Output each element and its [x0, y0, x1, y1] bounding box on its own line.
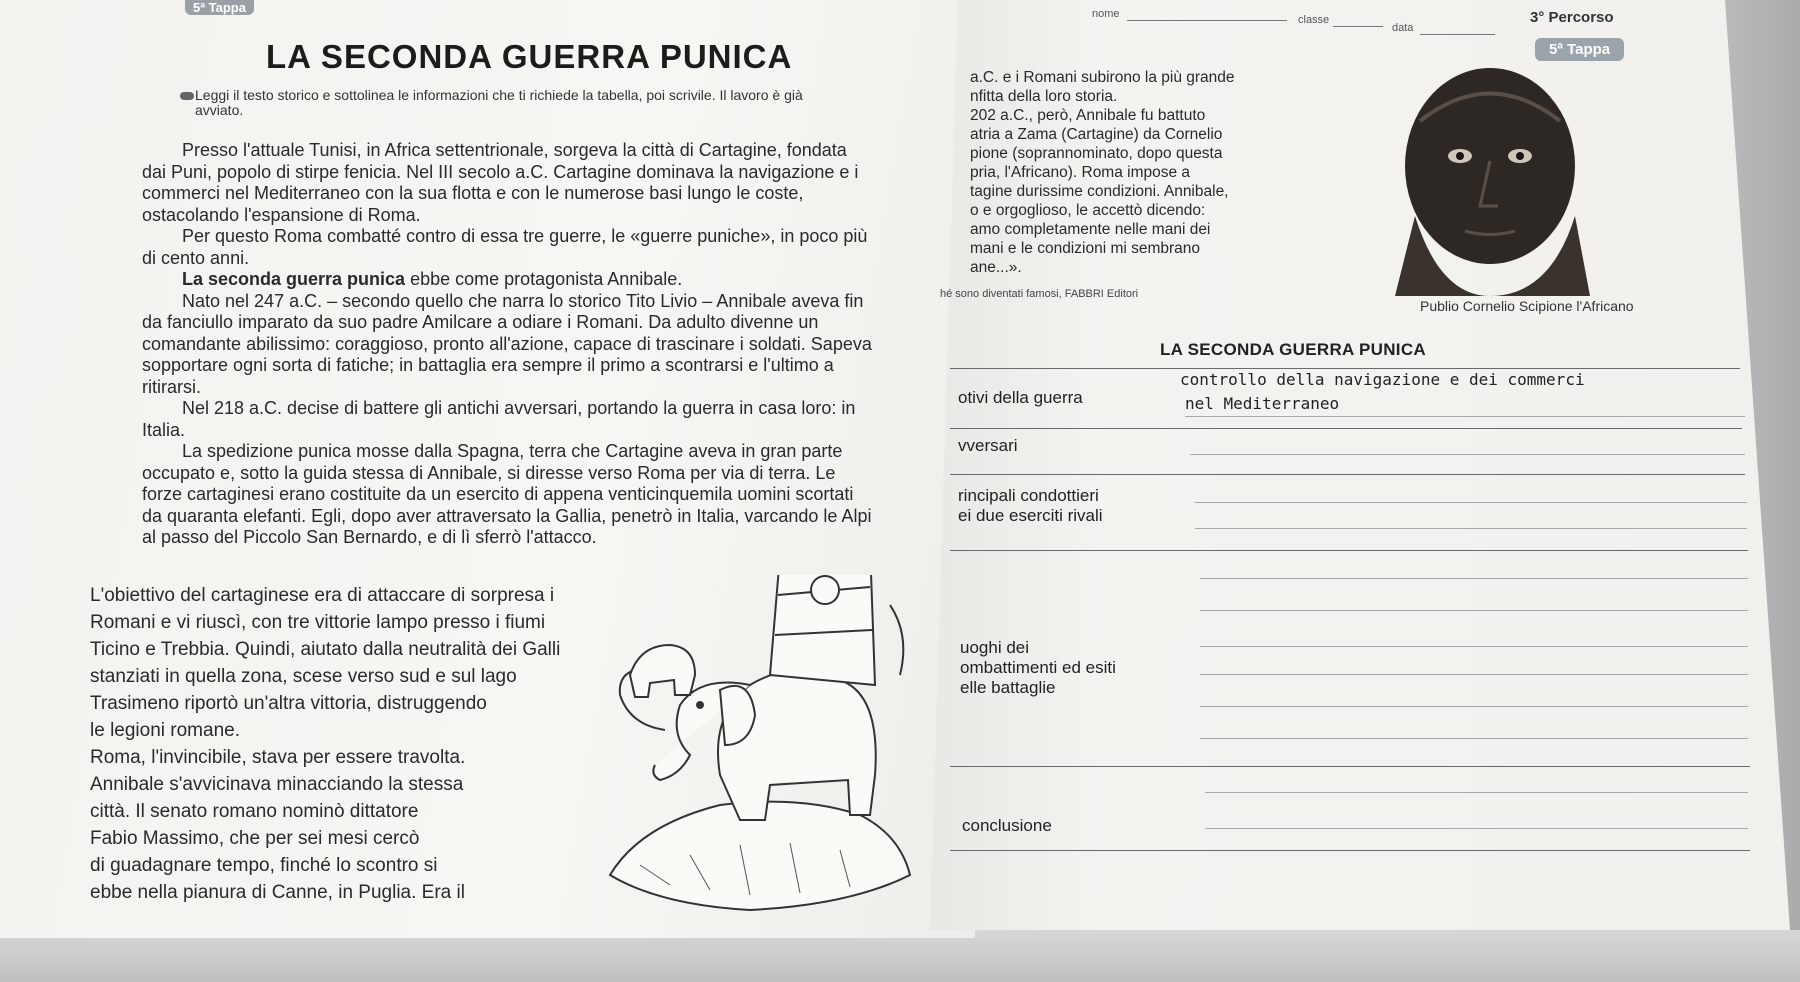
text-line: ane...».	[970, 259, 1022, 276]
percorso-label: 3° Percorso	[1530, 9, 1614, 26]
text-line: nfitta della loro storia.	[970, 88, 1118, 105]
row-label-condottieri: rincipali condottieri ei due eserciti rivali	[958, 486, 1103, 525]
text-line: Ticino e Trebbia. Quindi, aiutato dalla neutralità dei Galli	[90, 639, 561, 660]
writing-line[interactable]	[1200, 674, 1748, 675]
writing-line[interactable]	[1190, 454, 1745, 455]
name-label: nome	[1092, 8, 1120, 20]
text-line: Roma, l'invincibile, stava per essere travolta.	[90, 747, 466, 768]
writing-line[interactable]	[1185, 416, 1745, 417]
text-line: Trasimeno riportò un'altra vittoria, distruggendo	[90, 693, 487, 714]
instruction-text: Leggi il testo storico e sottolinea le informazioni che ti richiede la tabella, poi scrivile. Il lavoro è già avviato.	[195, 87, 803, 118]
writing-line[interactable]	[1200, 646, 1748, 647]
answer-line[interactable]: nel Mediterraneo	[1185, 394, 1340, 413]
row-label-motivi: otivi della guerra	[958, 388, 1083, 407]
text-line: pria, l'Africano). Roma impose a	[970, 164, 1191, 181]
table-rule	[950, 428, 1742, 429]
writing-line[interactable]	[1200, 578, 1748, 579]
portrait-caption: Publio Cornelio Scipione l'Africano	[1420, 298, 1634, 314]
writing-line[interactable]	[1205, 792, 1748, 793]
text-line: atria a Zama (Cartagine) da Cornelio	[970, 126, 1223, 143]
table-title: LA SECONDA GUERRA PUNICA	[1160, 340, 1426, 359]
name-field-line[interactable]	[1127, 20, 1287, 21]
writing-line[interactable]	[1195, 502, 1747, 503]
paragraph	[142, 269, 872, 291]
row-label-avversari: vversari	[958, 436, 1018, 455]
paragraph: Per questo Roma combatté contro di essa tre guerre, le «guerre puniche», in poco più di cento anni.	[142, 226, 868, 268]
right-page-text	[970, 68, 1300, 277]
writing-line[interactable]	[1205, 828, 1748, 829]
answer-line[interactable]: controllo della navigazione e dei commerci	[1180, 370, 1585, 389]
page-title: LA SECONDA GUERRA PUNICA	[266, 38, 793, 75]
paragraph: Nato nel 247 a.C. – secondo quello che narra lo storico Tito Livio – Annibale aveva fin da fanciullo imparato da suo padre Amilcare a odiare i Romani. Da adulto divenne un comandante abilissimo: coraggioso, pronto all'azione, capace di trascinare i soldati. Sapeva sopportare ogni sorta di fatiche; in battaglia era sempre il primo a scontrarsi e l'ultimo a ritirarsi.	[142, 290, 872, 397]
writing-line[interactable]	[1195, 528, 1747, 529]
table-rule	[950, 368, 1740, 369]
text-line: o e orgoglioso, le accettò dicendo:	[970, 202, 1206, 219]
table-rule	[950, 850, 1750, 851]
text-line: a.C. e i Romani subirono la più grande	[970, 69, 1235, 86]
top-tab: 5ª Tappa	[185, 0, 254, 15]
writing-line[interactable]	[1200, 706, 1748, 707]
text-line: L'obiettivo del cartaginese era di attaccare di sorpresa i	[90, 585, 555, 606]
table-rule	[950, 766, 1750, 767]
table-rule	[950, 550, 1748, 551]
text-line: 202 a.C., però, Annibale fu battuto	[970, 107, 1206, 124]
text-line: ebbe nella pianura di Canne, in Puglia. Era il	[90, 882, 465, 903]
pencil-icon	[180, 92, 194, 100]
writing-line[interactable]	[1200, 738, 1748, 739]
text-line: pione (soprannominato, dopo questa	[970, 145, 1223, 162]
text-line: le legioni romane.	[90, 720, 240, 741]
date-label: data	[1392, 22, 1414, 34]
summary-table	[950, 328, 1750, 928]
history-text-lower	[90, 582, 650, 906]
row-label-luoghi: uoghi dei ombattimenti ed esiti elle battaglie	[960, 638, 1116, 697]
date-field-line[interactable]	[1420, 34, 1495, 35]
table-rule	[950, 474, 1745, 475]
text-line: Romani e vi riuscì, con tre vittorie lampo presso i fiumi	[90, 612, 546, 633]
text-line: amo completamente nelle mani dei	[970, 221, 1211, 238]
text-line: di guadagnare tempo, finché lo scontro si	[90, 855, 438, 876]
text-line: stanziati in quella zona, scese verso sud e sul lago	[90, 666, 517, 687]
bold-lead: La seconda guerra punica	[182, 269, 406, 289]
paragraph: Nel 218 a.C. decise di battere gli antichi avversari, portando la guerra in casa loro: in Italia.	[142, 398, 856, 440]
class-label: classe	[1298, 14, 1330, 26]
bold-rest: ebbe come protagonista Annibale.	[405, 269, 683, 289]
paragraph: Presso l'attuale Tunisi, in Africa settentrionale, sorgeva la città di Cartagine, fondata dai Puni, popolo di stirpe fenicia. Nel III secolo a.C. Cartagine dominava la navigazione e i commerci nel Mediterraneo con la sua flotta e con le numerose basi lungo le coste, ostacolando l'espansione di Roma.	[142, 140, 859, 225]
tappa-badge: 5ª Tappa	[1535, 38, 1624, 61]
text-line: Annibale s'avvicinava minacciando la stessa	[90, 774, 464, 795]
scipione-portrait	[1380, 66, 1600, 296]
text-line: tagine durissime condizioni. Annibale,	[970, 183, 1229, 200]
war-elephant-illustration	[600, 575, 960, 925]
history-text	[142, 140, 872, 549]
text-line: città. Il senato romano nominò dittatore	[90, 801, 419, 822]
text-line: Fabio Massimo, che per sei mesi cercò	[90, 828, 420, 849]
row-label-conclusione: conclusione	[962, 816, 1052, 835]
source-credit: hé sono diventati famosi, FABBRI Editori	[940, 288, 1139, 300]
class-field-line[interactable]	[1333, 26, 1383, 27]
paragraph: La spedizione punica mosse dalla Spagna, terra che Cartagine aveva in gran parte occupato e, sotto la guida stessa di Annibale, si diresse verso Roma per via di terra. Le forze cartaginesi erano costituite da un esercito di appena venticinquemila uomini scortati da quaranta elefanti. Egli, dopo aver attraversato la Gallia, penetrò in Italia, varcando le Alpi al passo del Piccolo San Bernardo, e di lì sferrò l'attacco.	[142, 441, 872, 547]
text-line: mani e le condizioni mi sembrano	[970, 240, 1201, 257]
writing-line[interactable]	[1200, 610, 1748, 611]
